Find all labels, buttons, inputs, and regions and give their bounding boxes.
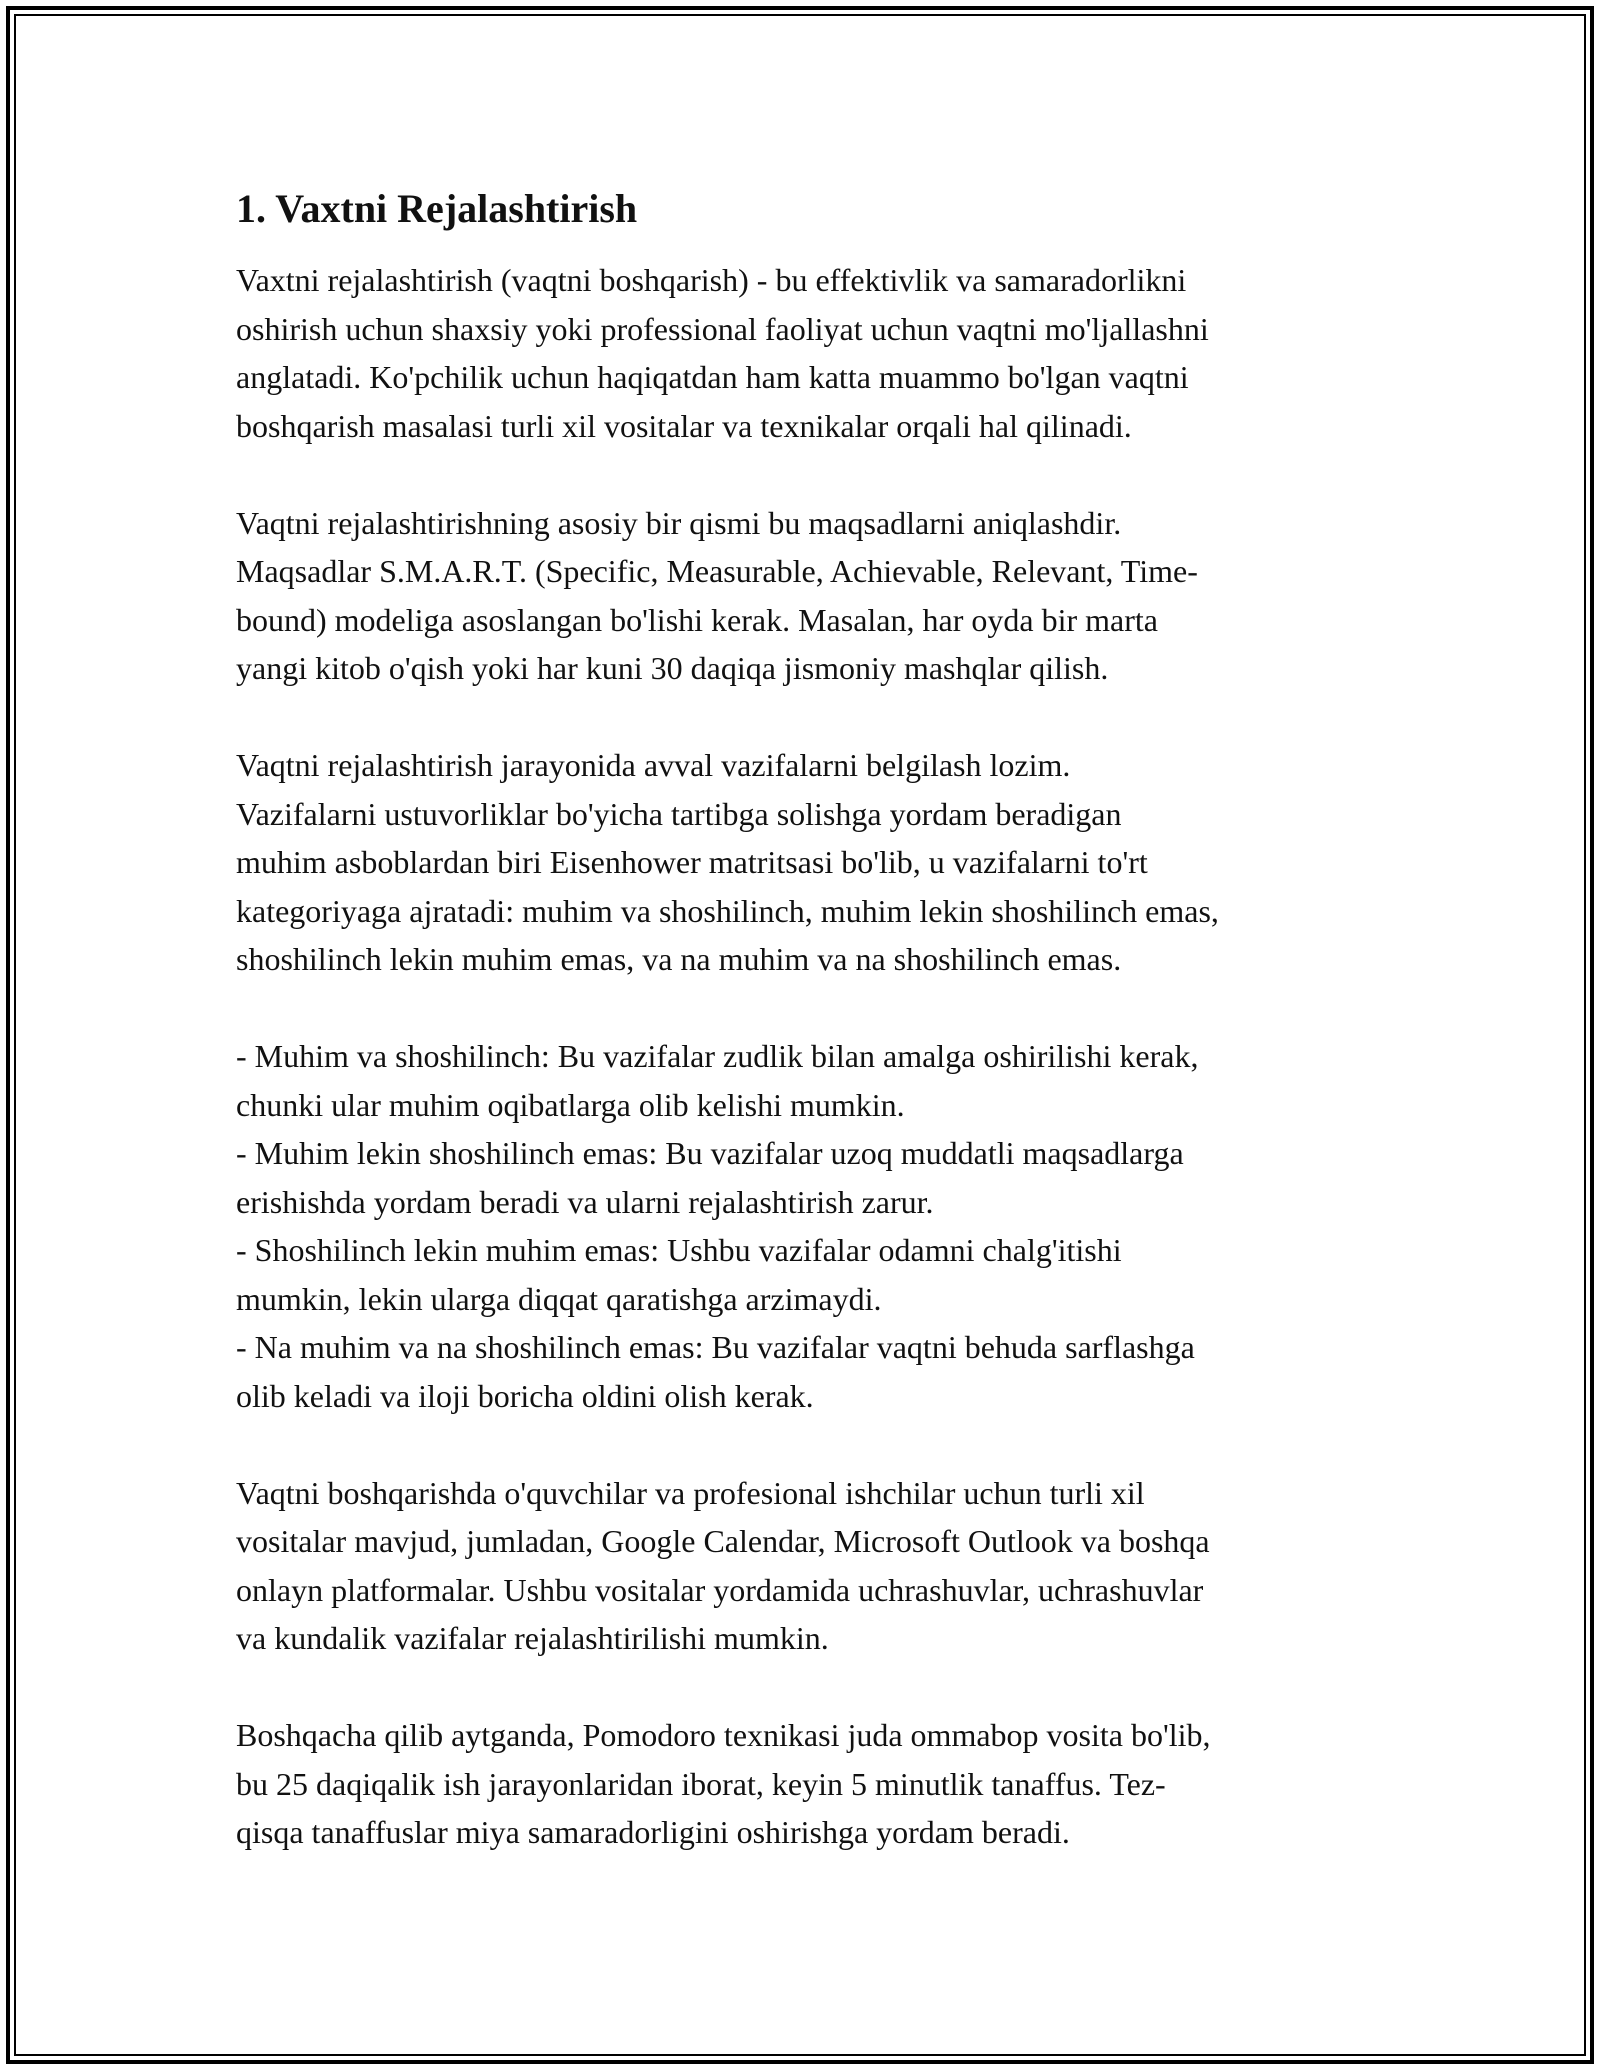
text-line: yangi kitob o'qish yoki har kuni 30 daqiqa jismoniy mashqlar qilish. — [236, 650, 1109, 686]
paragraph-intro — [236, 256, 1386, 450]
list-item-line: mumkin, lekin ularga diqqat qaratishga arzimaydi. — [236, 1280, 882, 1317]
list-item-line: erishishda yordam beradi va ularni rejalashtirish zarur. — [236, 1183, 934, 1220]
list-item-line: - Muhim va shoshilinch: Bu vazifalar zudlik bilan amalga oshirilishi kerak, — [236, 1038, 1199, 1074]
paragraph-tasks — [236, 741, 1386, 984]
document-page — [236, 185, 1386, 1905]
text-line: boshqarish masalasi turli xil vositalar va texnikalar orqali hal qilinadi. — [236, 407, 1132, 444]
text-line: bu 25 daqiqalik ish jarayonlaridan iborat, keyin 5 minutlik tanaffus. Tez- — [236, 1765, 1166, 1802]
paragraph-tools — [236, 1469, 1386, 1663]
list-item-line: olib keladi va iloji boricha oldini olish kerak. — [236, 1377, 814, 1414]
document-heading: 1. Vaxtni Rejalashtirish — [236, 186, 638, 231]
list-item-line: chunki ular muhim oqibatlarga olib kelishi mumkin. — [236, 1086, 905, 1123]
list-item-line: - Muhim lekin shoshilinch emas: Bu vazifalar uzoq muddatli maqsadlarga — [236, 1135, 1184, 1171]
paragraph-matrix-list — [236, 1032, 1386, 1420]
paragraph-pomodoro — [236, 1711, 1386, 1857]
text-line: onlayn platformalar. Ushbu vositalar yordamida uchrashuvlar, uchrashuvlar — [236, 1571, 1204, 1608]
paragraph-goals — [236, 499, 1386, 693]
text-line: qisqa tanaffuslar miya samaradorligini oshirishga yordam beradi. — [236, 1814, 1070, 1850]
text-line: shoshilinch lekin muhim emas, va na muhim va na shoshilinch emas. — [236, 941, 1122, 977]
text-line: va kundalik vazifalar rejalashtirilishi mumkin. — [236, 1620, 829, 1656]
text-line: muhim asboblardan biri Eisenhower matritsasi bo'lib, u vazifalarni to'rt — [236, 844, 1148, 880]
list-item-line: - Shoshilinch lekin muhim emas: Ushbu vazifalar odamni chalg'itishi — [236, 1232, 1122, 1268]
text-line: oshirish uchun shaxsiy yoki professional faoliyat uchun vaqtni mo'ljallashni — [236, 310, 1209, 347]
text-line: vositalar mavjud, jumladan, Google Calendar, Microsoft Outlook va boshqa — [236, 1523, 1210, 1559]
text-line: Vaqtni boshqarishda o'quvchilar va profesional ishchilar uchun turli xil — [236, 1474, 1145, 1511]
text-line: anglatadi. Ko'pchilik uchun haqiqatdan ham katta muammo bo'lgan vaqtni — [236, 359, 1189, 395]
text-line: Boshqacha qilib aytganda, Pomodoro texnikasi juda ommabop vosita bo'lib, — [236, 1717, 1211, 1753]
text-line: Vaqtni rejalashtirish jarayonida avval vazifalarni belgilash lozim. — [236, 747, 1071, 783]
text-line: Vaqtni rejalashtirishning asosiy bir qismi bu maqsadlarni aniqlashdir. — [236, 504, 1122, 541]
text-line: kategoriyaga ajratadi: muhim va shoshilinch, muhim lekin shoshilinch emas, — [236, 892, 1219, 929]
text-line: Vaxtni rejalashtirish (vaqtni boshqarish) - bu effektivlik va samaradorlikni — [236, 262, 1187, 298]
text-line: Maqsadlar S.M.A.R.T. (Specific, Measurable, Achievable, Relevant, Time- — [236, 553, 1198, 589]
list-item-line: - Na muhim va na shoshilinch emas: Bu vazifalar vaqtni behuda sarflashga — [236, 1329, 1195, 1365]
text-line: bound) modeliga asoslangan bo'lishi kerak. Masalan, har oyda bir marta — [236, 601, 1158, 638]
text-line: Vazifalarni ustuvorliklar bo'yicha tartibga solishga yordam beradigan — [236, 795, 1122, 832]
